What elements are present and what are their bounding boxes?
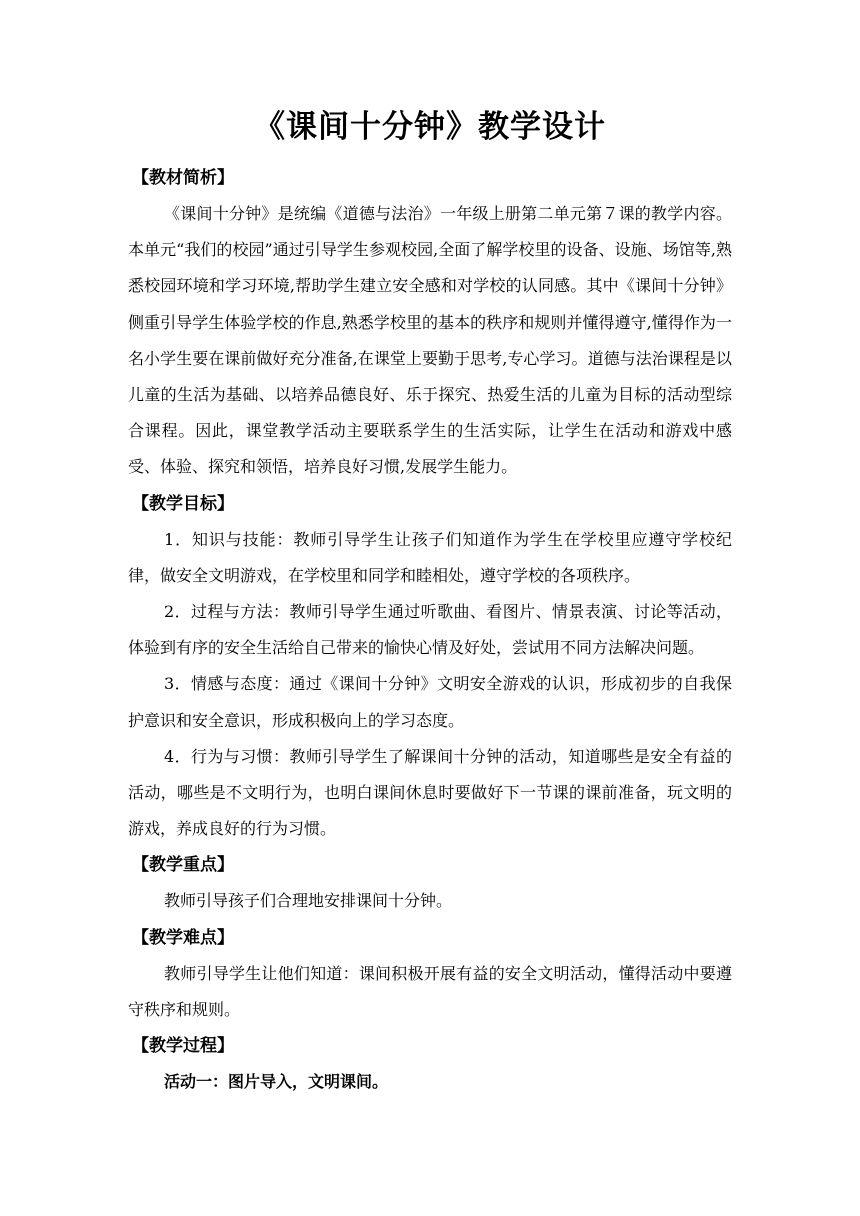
- document-title: 《课间十分钟》教学设计: [254, 109, 606, 145]
- section-heading: 【教学过程】: [132, 1036, 234, 1057]
- section-heading: 【教材简析】: [132, 168, 234, 188]
- paragraph: 《课间十分钟》是统编《道德与法治》一年级上册第二单元第７课的教学内容。本单元“我们的校园”通过引导学生参观校园,全面了解学校里的设备、设施、场馆等,熟悉校园环境和学习环境,帮助学生建立安全感和对学校的认同感。其中《课间十分钟》侧重引导学生体验学校的作息,熟悉学校里的基本的秩序和规则并懂得遵守,懂得作为一名小学生要在课前做好充分准备,在课堂上要勤于思考,专心学习。道德与法治课程是以儿童的生活为基础、以培养品德良好、乐于探究、热爱生活的儿童为目标的活动型综合课程。因此，课堂教学活动主要联系学生的生活实际，让学生在活动和游戏中感受、体验、探究和领悟，培养良好习惯,发展学生能力。: [128, 204, 732, 477]
- section-teaching-focus: [128, 847, 732, 919]
- objective-knowledge-skills: 1．知识与技能：教师引导学生让孩子们知道作为学生在学校里应遵守学校纪律，做安全文明游戏，在学校里和同学和睦相处，遵守学校的各项秩序。: [128, 529, 732, 585]
- paragraph: 教师引导孩子们合理地安排课间十分钟。: [164, 891, 453, 911]
- objective-behavior-habit: 4．行为与习惯：教师引导学生了解课间十分钟的活动，知道哪些是安全有益的活动，哪些是不文明行为，也明白课间休息时要做好下一节课的课前准备，玩文明的游戏，养成良好的行为习惯。: [128, 746, 732, 839]
- section-heading: 【教学重点】: [132, 855, 234, 876]
- section-teaching-objectives: [128, 486, 732, 848]
- section-teaching-difficulty: [128, 920, 732, 1028]
- objective-emotion-attitude: 3．情感与态度：通过《课间十分钟》文明安全游戏的认识，形成初步的自我保护意识和安全意识，形成积极向上的学习态度。: [128, 674, 732, 730]
- section-heading: 【教学难点】: [132, 927, 234, 948]
- document-body: [128, 160, 732, 1100]
- section-heading: 【教学目标】: [132, 493, 234, 514]
- objective-process-method: 2．过程与方法：教师引导学生通过听歌曲、看图片、情景表演、讨论等活动，体验到有序的安全生活给自己带来的愉快心情及好处，尝试用不同方法解决问题。: [128, 602, 732, 658]
- paragraph: 教师引导学生让他们知道：课间积极开展有益的安全文明活动，懂得活动中要遵守秩序和规则。: [128, 963, 732, 1019]
- section-teaching-process: [128, 1028, 732, 1100]
- activity-one-heading: 活动一：图片导入，文明课间。: [164, 1072, 389, 1092]
- section-textbook-analysis: [128, 160, 732, 486]
